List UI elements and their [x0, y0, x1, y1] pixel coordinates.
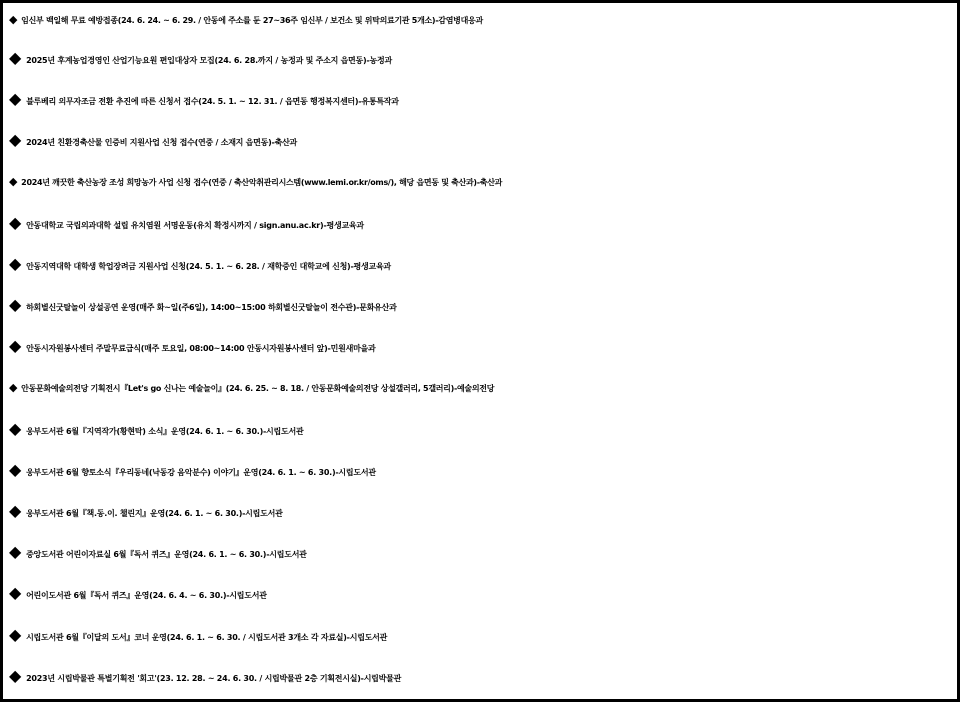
notice-text: 안동시자원봉사센터 주말무료급식(매주 토요일, 08:00~14:00 안동시자원봉사센터 앞)-민원새마을과: [26, 344, 376, 354]
notice-item: [9, 161, 957, 202]
notice-text: 시립도서관 6월『이달의 도서』코너 운영(24. 6. 1. ~ 6. 30. / 시립도서관 3개소 각 자료실)-시립도서관: [26, 632, 388, 642]
notice-item: [9, 284, 957, 325]
diamond-bullet-icon: ◆: [9, 501, 22, 521]
notice-text: 2023년 시립박물관 특별기획전 '회고'(23. 12. 28. ~ 24. 6. 30. / 시립박물관 2층 기획전시실)-시립박물관: [26, 673, 402, 683]
notice-item: [9, 3, 957, 37]
notice-item: [9, 490, 957, 531]
notice-text: 하회별신굿탈놀이 상설공연 운영(매주 화~일(주6일), 14:00~15:00 하회별신굿탈놀이 전수관)-문화유산과: [26, 303, 397, 313]
diamond-bullet-icon: ◆: [9, 624, 22, 644]
diamond-bullet-icon: ◆: [9, 665, 22, 685]
diamond-bullet-icon: ◆: [9, 295, 22, 315]
notice-item: [9, 78, 957, 119]
notice-item: [9, 408, 957, 449]
diamond-bullet-icon: ◆: [9, 174, 18, 188]
notice-text: 2024년 깨끗한 축산농장 조성 희망농가 사업 신청 접수(연중 / 축산악취관리시스템(www.lemi.or.kr/oms/), 해당 읍면동 및 축산과)-축산과: [21, 177, 503, 187]
diamond-bullet-icon: ◆: [9, 542, 22, 562]
notice-item: [9, 119, 957, 160]
notice-item: [9, 243, 957, 284]
diamond-bullet-icon: ◆: [9, 418, 22, 438]
diamond-bullet-icon: ◆: [9, 130, 22, 150]
diamond-bullet-icon: ◆: [9, 48, 22, 67]
diamond-bullet-icon: ◆: [9, 459, 22, 479]
diamond-bullet-icon: ◆: [9, 336, 22, 356]
notice-text: 웅부도서관 6월 향토소식『우리동네(낙동강 음악분수) 이야기』운영(24. 6. 1. ~ 6. 30.)-시립도서관: [26, 467, 376, 477]
notice-text: 임신부 백일해 무료 예방접종(24. 6. 24. ~ 6. 29. / 안동에 주소를 둔 27~36주 임신부 / 보건소 및 위탁의료기관 5개소)-감염병대응과: [21, 16, 483, 25]
notice-item: [9, 655, 957, 696]
notice-item: [9, 367, 957, 408]
notice-text: 중앙도서관 어린이자료실 6월『독서 퀴즈』운영(24. 6. 1. ~ 6. 30.)-시립도서관: [26, 550, 307, 560]
notice-text: 2024년 친환경축산물 인증비 지원사업 신청 접수(연중 / 소재지 읍면동)-축산과: [26, 138, 298, 148]
diamond-bullet-icon: ◆: [9, 583, 22, 603]
notice-item: [9, 37, 957, 78]
notice-item: [9, 614, 957, 655]
notice-text: 안동대학교 국립의과대학 설립 유치염원 서명운동(유치 확정시까지 / sign.anu.ac.kr)-평생교육과: [26, 220, 364, 230]
notice-item: [9, 449, 957, 490]
diamond-bullet-icon: ◆: [9, 253, 22, 273]
notice-text: 2025년 후계농업경영인 산업기능요원 편입대상자 모집(24. 6. 28.까지 / 농정과 및 주소지 읍면동)-농정과: [26, 56, 392, 65]
notice-item: [9, 572, 957, 613]
notice-text: 안동지역대학 대학생 학업장려금 지원사업 신청(24. 5. 1. ~ 6. 28. / 재학중인 대학교에 신청)-평생교육과: [26, 261, 391, 271]
diamond-bullet-icon: ◆: [9, 212, 22, 232]
diamond-bullet-icon: ◆: [9, 89, 22, 109]
diamond-bullet-icon: ◆: [9, 380, 18, 394]
notice-item: [9, 531, 957, 572]
notice-text: 웅부도서관 6월『책.동.이. 챌린지』운영(24. 6. 1. ~ 6. 30.)-시립도서관: [26, 509, 283, 519]
notice-text: 어린이도서관 6월『독서 퀴즈』운영(24. 6. 4. ~ 6. 30.)-시립도서관: [26, 591, 267, 601]
notice-text: 블루베리 의무자조금 전환 추진에 따른 신청서 접수(24. 5. 1. ~ 12. 31. / 읍면동 행정복지센터)-유통특작과: [26, 97, 399, 107]
notice-text: 안동문화예술의전당 기획전시『Let's go 신나는 예술놀이』(24. 6. 25. ~ 8. 18. / 안동문화예술의전당 상설갤러리, 5갤러리)-예술의전당: [21, 383, 495, 393]
notice-list: [9, 3, 957, 696]
diamond-bullet-icon: ◆: [9, 13, 18, 26]
notice-item: [9, 202, 957, 243]
notice-item: [9, 325, 957, 366]
notice-text: 웅부도서관 6월『지역작가(황현탁) 소식』운영(24. 6. 1. ~ 6. 30.)-시립도서관: [26, 426, 304, 436]
